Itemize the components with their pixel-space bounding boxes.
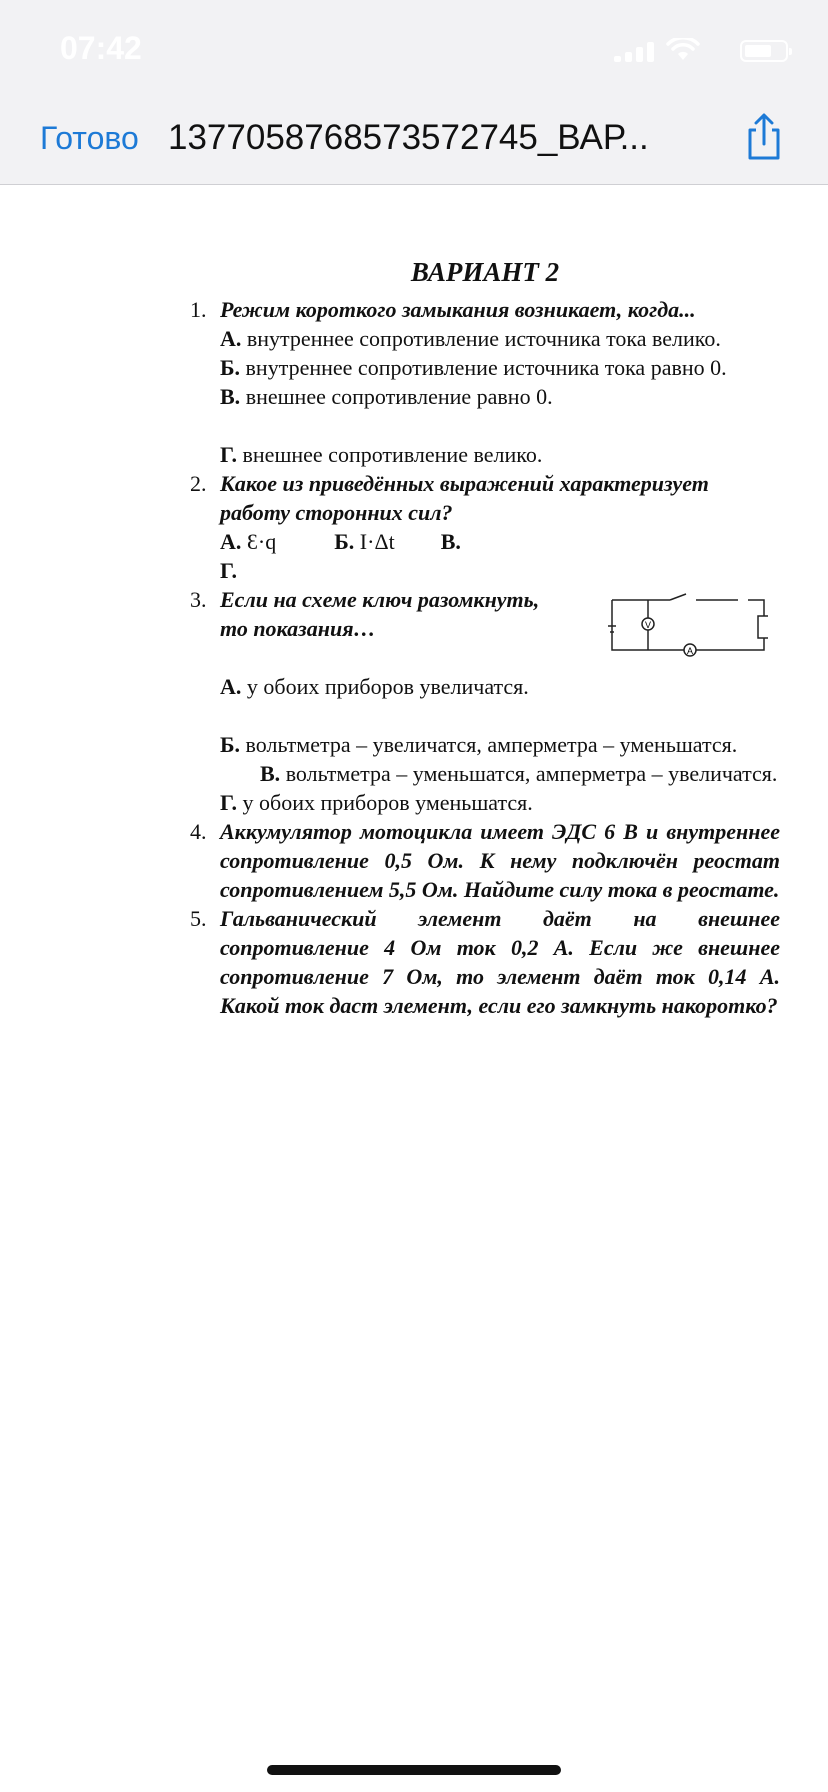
option-text: внутреннее сопротивление источника тока велико. <box>246 326 721 351</box>
home-indicator[interactable] <box>267 1765 561 1775</box>
option-text: Ɛ·q <box>246 529 277 554</box>
option-label: Г. <box>220 558 238 583</box>
option-d <box>220 788 780 817</box>
resistor-icon <box>758 616 768 638</box>
variant-title: ВАРИАНТ 2 <box>410 257 560 287</box>
option-b <box>220 353 780 382</box>
status-time: 07:42 <box>60 30 142 66</box>
question-1 <box>190 295 780 469</box>
status-icons <box>608 38 788 62</box>
question-2 <box>190 469 780 585</box>
done-button[interactable]: Готово <box>40 120 139 156</box>
option-text: I·Δt <box>359 529 395 554</box>
option-label: Г. <box>220 790 238 815</box>
battery-icon <box>740 40 788 62</box>
options-row <box>220 527 780 556</box>
document-title: 137705876857357274​5_ВАР... <box>168 118 649 157</box>
option-label: А. <box>220 674 242 699</box>
option-text: вольтметра – увеличатся, амперметра – уменьшатся. <box>245 732 738 757</box>
option-label: В. <box>260 761 281 786</box>
option-a <box>220 527 276 556</box>
option-b <box>334 527 394 556</box>
option-label: Г. <box>220 442 238 467</box>
question-number: 3. <box>190 587 207 612</box>
option-text: у обоих приборов увеличатся. <box>246 674 529 699</box>
question-text: Если на схеме ключ разомкнуть, то показания… <box>220 587 540 641</box>
option-text: внешнее сопротивление равно 0. <box>245 384 553 409</box>
option-b <box>220 730 780 759</box>
option-label: А. <box>220 529 242 554</box>
option-text: внешнее сопротивление велико. <box>242 442 543 467</box>
cellular-signal-icon <box>614 42 658 62</box>
option-label: В. <box>220 384 241 409</box>
option-a <box>220 324 780 353</box>
voltmeter-label: V <box>644 620 652 630</box>
circuit-diagram <box>608 590 768 660</box>
option-label: В. <box>440 529 461 554</box>
option-c <box>220 759 780 788</box>
question-text: Какое из приведённых выражений характеризует работу сторонних сил? <box>220 471 709 525</box>
question-text: Аккумулятор мотоцикла имеет ЭДС 6 В и внутреннее сопротивление 0,5 Ом. К нему подключён реостат сопротивлением 5,5 Ом. Найдите силу тока в реостате. <box>220 819 780 902</box>
top-bar <box>0 0 828 185</box>
question-text: Гальванический элемент даёт на внешнее сопротивление 4 Ом ток 0,2 А. Если же внешнее сопротивление 7 Ом, то элемент даёт ток 0,14 А. Какой ток даст элемент, если его замкнуть накоротко? <box>220 906 780 1018</box>
option-text: внутреннее сопротивление источника тока равно 0. <box>245 355 727 380</box>
share-icon[interactable] <box>744 112 784 162</box>
option-a <box>220 672 780 701</box>
question-number: 4. <box>190 819 207 844</box>
option-label: А. <box>220 326 242 351</box>
option-label: Б. <box>334 529 355 554</box>
wifi-icon <box>666 38 700 62</box>
question-5 <box>190 904 780 1020</box>
ammeter-label: A <box>686 646 694 656</box>
question-number: 2. <box>190 471 207 496</box>
option-label: Б. <box>220 355 241 380</box>
question-text: Режим короткого замыкания возникает, когда... <box>220 297 696 322</box>
option-c <box>220 382 780 411</box>
option-d <box>220 440 780 469</box>
question-4 <box>190 817 780 904</box>
question-number: 1. <box>190 297 207 322</box>
option-text: у обоих приборов уменьшатся. <box>242 790 533 815</box>
option-c <box>441 527 461 556</box>
question-number: 5. <box>190 906 207 931</box>
option-label: Б. <box>220 732 241 757</box>
option-text: вольтметра – уменьшатся, амперметра – увеличатся. <box>285 761 778 786</box>
option-d <box>220 556 780 585</box>
